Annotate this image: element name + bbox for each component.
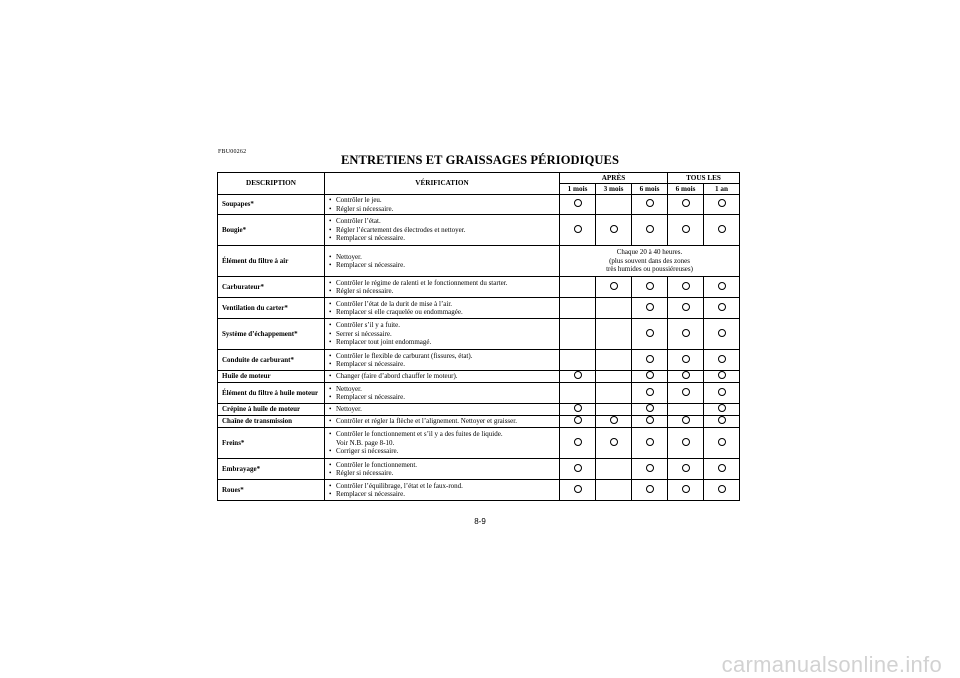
interval-cell <box>596 404 632 416</box>
interval-cell <box>704 371 740 383</box>
circle-mark-icon <box>574 485 582 493</box>
table-row <box>218 246 740 277</box>
verification-step: • Nettoyer. <box>328 253 556 262</box>
interval-cell <box>596 383 632 404</box>
circle-mark-icon <box>646 388 654 396</box>
circle-mark-icon <box>646 282 654 290</box>
verification-step: • Régler si nécessaire. <box>328 287 556 296</box>
item-verification <box>325 350 560 371</box>
interval-cell <box>668 459 704 480</box>
circle-mark-icon <box>682 371 690 379</box>
interval-cell <box>560 215 596 246</box>
interval-cell <box>632 371 668 383</box>
item-description: Bougie* <box>218 215 325 246</box>
circle-mark-icon <box>574 438 582 446</box>
circle-mark-icon <box>610 282 618 290</box>
verification-step: • Contrôler s’il y a fuite. <box>328 321 556 330</box>
interval-cell <box>632 350 668 371</box>
interval-cell <box>560 459 596 480</box>
circle-mark-icon <box>646 464 654 472</box>
table-row <box>218 277 740 298</box>
interval-cell <box>560 480 596 501</box>
verification-step: • Régler si nécessaire. <box>328 469 556 478</box>
interval-cell <box>632 459 668 480</box>
circle-mark-icon <box>682 438 690 446</box>
interval-cell <box>560 371 596 383</box>
interval-cell <box>668 371 704 383</box>
circle-mark-icon <box>646 485 654 493</box>
interval-cell <box>560 298 596 319</box>
circle-mark-icon <box>574 225 582 233</box>
circle-mark-icon <box>682 303 690 311</box>
circle-mark-icon <box>718 225 726 233</box>
interval-cell <box>668 277 704 298</box>
interval-note <box>560 246 740 277</box>
circle-mark-icon <box>718 371 726 379</box>
header-description: DESCRIPTION <box>218 173 325 195</box>
verification-step: • Remplacer si nécessaire. <box>328 234 556 243</box>
interval-cell <box>704 319 740 350</box>
circle-mark-icon <box>682 329 690 337</box>
interval-cell <box>596 480 632 501</box>
circle-mark-icon <box>646 225 654 233</box>
verification-step: • Contrôler et régler la flèche et l’alignement. Nettoyer et graisser. <box>328 417 556 426</box>
interval-cell <box>560 416 596 428</box>
interval-cell <box>596 416 632 428</box>
circle-mark-icon <box>646 199 654 207</box>
verification-step: • Remplacer si elle craquelée ou endommagée. <box>328 308 556 317</box>
interval-cell <box>704 350 740 371</box>
interval-cell <box>632 404 668 416</box>
interval-cell <box>704 277 740 298</box>
interval-cell <box>560 350 596 371</box>
circle-mark-icon <box>718 438 726 446</box>
interval-cell <box>560 404 596 416</box>
header-period: 3 mois <box>596 184 632 195</box>
item-description: Carburateur* <box>218 277 325 298</box>
circle-mark-icon <box>646 404 654 412</box>
circle-mark-icon <box>718 303 726 311</box>
interval-cell <box>632 319 668 350</box>
watermark: carmanualsonline.info <box>721 652 942 677</box>
circle-mark-icon <box>682 355 690 363</box>
circle-mark-icon <box>610 416 618 424</box>
header-period: 1 an <box>704 184 740 195</box>
circle-mark-icon <box>682 199 690 207</box>
circle-mark-icon <box>718 388 726 396</box>
interval-cell <box>704 298 740 319</box>
verification-step: • Régler si nécessaire. <box>328 205 556 214</box>
item-verification <box>325 298 560 319</box>
page-title: ENTRETIENS ET GRAISSAGES PÉRIODIQUES <box>340 153 620 167</box>
interval-cell <box>668 195 704 215</box>
verification-step: • Contrôler le flexible de carburant (fissures, état). <box>328 352 556 361</box>
circle-mark-icon <box>574 371 582 379</box>
verification-step: • Régler l’écartement des électrodes et nettoyer. <box>328 226 556 235</box>
interval-cell <box>632 215 668 246</box>
header-tous-les: TOUS LES <box>668 173 740 184</box>
interval-note-line: très humides ou poussiéreuses) <box>606 265 693 274</box>
verification-step: • Contrôler le fonctionnement et s’il y a des fuites de liquide. Voir N.B. page 8-10. <box>328 430 556 447</box>
interval-cell <box>704 383 740 404</box>
interval-cell <box>668 383 704 404</box>
interval-cell <box>632 298 668 319</box>
circle-mark-icon <box>610 225 618 233</box>
circle-mark-icon <box>682 282 690 290</box>
interval-cell <box>596 459 632 480</box>
circle-mark-icon <box>646 416 654 424</box>
item-description: Roues* <box>218 480 325 501</box>
interval-cell <box>560 319 596 350</box>
item-verification <box>325 480 560 501</box>
table-row <box>218 195 740 215</box>
header-period: 6 mois <box>668 184 704 195</box>
verification-step: • Contrôler l’équilibrage, l’état et le faux-rond. <box>328 482 556 491</box>
item-verification <box>325 215 560 246</box>
circle-mark-icon <box>718 464 726 472</box>
interval-cell <box>668 428 704 459</box>
interval-cell <box>560 277 596 298</box>
interval-cell <box>560 383 596 404</box>
circle-mark-icon <box>682 416 690 424</box>
item-verification <box>325 404 560 416</box>
interval-cell <box>668 404 704 416</box>
interval-note-line: Chaque 20 à 40 heures. <box>616 248 683 257</box>
item-verification <box>325 459 560 480</box>
interval-cell <box>704 404 740 416</box>
circle-mark-icon <box>718 355 726 363</box>
table-row <box>218 319 740 350</box>
interval-cell <box>596 215 632 246</box>
item-verification <box>325 371 560 383</box>
item-description: Élément du filtre à huile moteur <box>218 383 325 404</box>
circle-mark-icon <box>646 371 654 379</box>
table-row <box>218 298 740 319</box>
circle-mark-icon <box>718 282 726 290</box>
verification-step: • Contrôler le régime de ralenti et le fonctionnement du starter. <box>328 279 556 288</box>
interval-cell <box>704 459 740 480</box>
interval-cell <box>560 195 596 215</box>
verification-step: • Serrer si nécessaire. <box>328 330 556 339</box>
circle-mark-icon <box>574 404 582 412</box>
document-code: FBU00262 <box>218 149 247 155</box>
item-verification <box>325 428 560 459</box>
verification-step: • Remplacer si nécessaire. <box>328 261 556 270</box>
item-verification <box>325 319 560 350</box>
table-row <box>218 350 740 371</box>
interval-cell <box>632 277 668 298</box>
interval-cell <box>596 195 632 215</box>
circle-mark-icon <box>718 199 726 207</box>
item-description: Freins* <box>218 428 325 459</box>
verification-step: • Contrôler le jeu. <box>328 196 556 205</box>
interval-cell <box>668 298 704 319</box>
table-row <box>218 404 740 416</box>
verification-step: • Remplacer tout joint endommagé. <box>328 338 556 347</box>
verification-step: • Changer (faire d’abord chauffer le moteur). <box>328 372 556 381</box>
interval-cell <box>632 428 668 459</box>
circle-mark-icon <box>646 438 654 446</box>
interval-cell <box>632 195 668 215</box>
interval-cell <box>704 416 740 428</box>
circle-mark-icon <box>682 388 690 396</box>
interval-cell <box>596 428 632 459</box>
table-row <box>218 215 740 246</box>
item-description: Conduite de carburant* <box>218 350 325 371</box>
interval-cell <box>632 480 668 501</box>
interval-cell <box>596 277 632 298</box>
circle-mark-icon <box>646 355 654 363</box>
item-verification <box>325 195 560 215</box>
verification-step: • Contrôler l’état de la durit de mise à l’air. <box>328 300 556 309</box>
item-verification <box>325 383 560 404</box>
interval-cell <box>632 416 668 428</box>
table-row <box>218 480 740 501</box>
interval-cell <box>596 319 632 350</box>
interval-cell <box>704 215 740 246</box>
interval-cell <box>596 350 632 371</box>
circle-mark-icon <box>682 464 690 472</box>
circle-mark-icon <box>610 438 618 446</box>
header-period: 6 mois <box>632 184 668 195</box>
circle-mark-icon <box>646 329 654 337</box>
item-description: Huile de moteur <box>218 371 325 383</box>
circle-mark-icon <box>718 404 726 412</box>
table-row <box>218 428 740 459</box>
interval-cell <box>704 195 740 215</box>
circle-mark-icon <box>718 416 726 424</box>
circle-mark-icon <box>682 485 690 493</box>
interval-cell <box>668 350 704 371</box>
page-number: 8-9 <box>474 517 486 526</box>
verification-step: • Contrôler le fonctionnement. <box>328 461 556 470</box>
verification-step: • Corriger si nécessaire. <box>328 447 556 456</box>
header-period: 1 mois <box>560 184 596 195</box>
verification-step: • Nettoyer. <box>328 385 556 394</box>
interval-cell <box>704 428 740 459</box>
interval-cell <box>668 215 704 246</box>
item-description: Élément du filtre à air <box>218 246 325 277</box>
item-description: Système d’échappement* <box>218 319 325 350</box>
table-row <box>218 383 740 404</box>
interval-cell <box>596 298 632 319</box>
circle-mark-icon <box>682 225 690 233</box>
item-description: Embrayage* <box>218 459 325 480</box>
maintenance-table <box>217 172 740 501</box>
verification-step: • Nettoyer. <box>328 405 556 414</box>
circle-mark-icon <box>718 485 726 493</box>
header-apres: APRÈS <box>560 173 668 184</box>
interval-cell <box>668 416 704 428</box>
item-verification <box>325 277 560 298</box>
item-verification <box>325 246 560 277</box>
interval-cell <box>668 319 704 350</box>
table-row <box>218 416 740 428</box>
verification-step: • Contrôler l’état. <box>328 217 556 226</box>
verification-step: • Remplacer si nécessaire. <box>328 490 556 499</box>
header-verification: VÉRIFICATION <box>325 173 560 195</box>
circle-mark-icon <box>718 329 726 337</box>
interval-cell <box>632 383 668 404</box>
circle-mark-icon <box>574 464 582 472</box>
circle-mark-icon <box>574 416 582 424</box>
item-verification <box>325 416 560 428</box>
item-description: Soupapes* <box>218 195 325 215</box>
interval-cell <box>704 480 740 501</box>
item-description: Ventilation du carter* <box>218 298 325 319</box>
table-row <box>218 371 740 383</box>
interval-cell <box>560 428 596 459</box>
interval-cell <box>668 480 704 501</box>
interval-note-line: (plus souvent dans des zones <box>609 256 690 265</box>
interval-cell <box>596 371 632 383</box>
circle-mark-icon <box>574 199 582 207</box>
table-row <box>218 459 740 480</box>
verification-step: • Remplacer si nécessaire. <box>328 360 556 369</box>
verification-step: • Remplacer si nécessaire. <box>328 393 556 402</box>
item-description: Chaîne de transmission <box>218 416 325 428</box>
circle-mark-icon <box>646 303 654 311</box>
item-description: Crépine à huile de moteur <box>218 404 325 416</box>
